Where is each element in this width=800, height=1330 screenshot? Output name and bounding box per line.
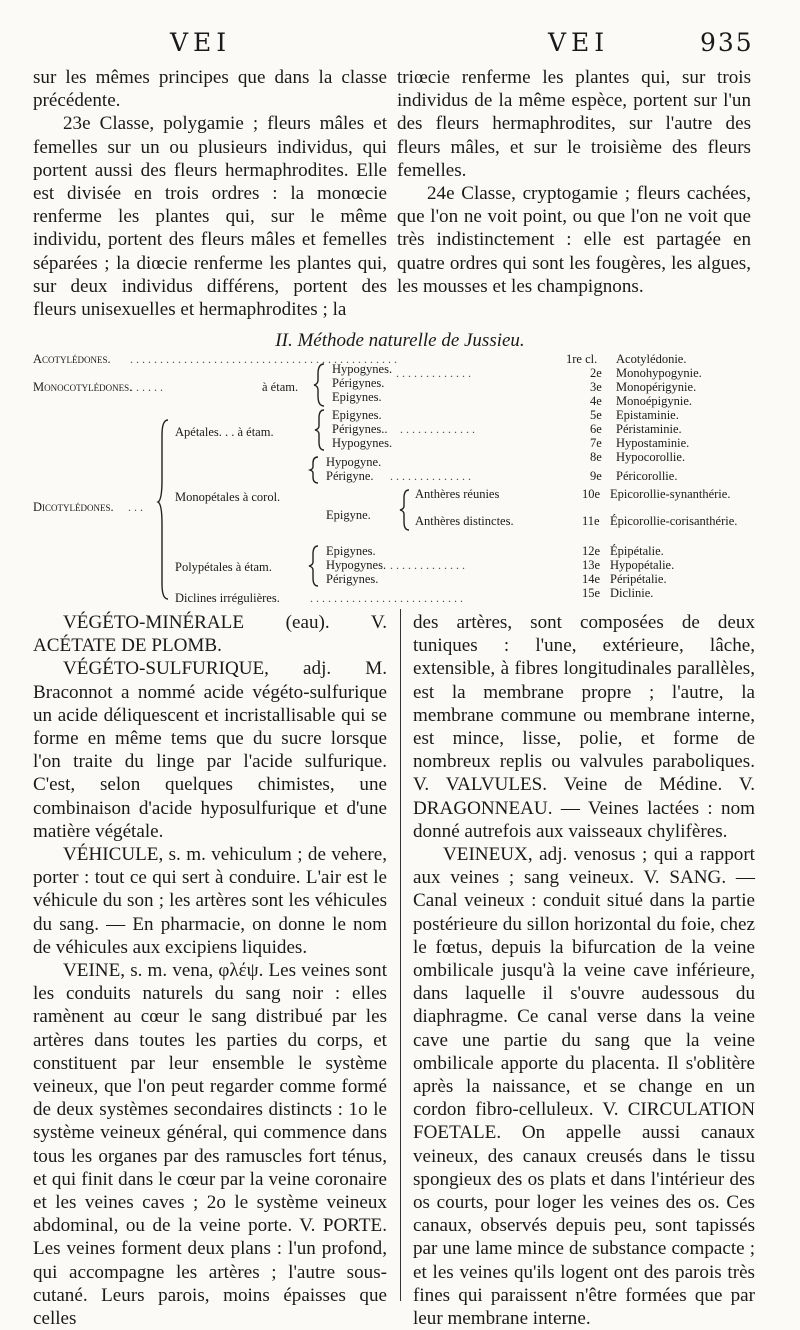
brace-lines [0, 350, 800, 610]
class-name: Monohypogynie. [616, 366, 702, 380]
insertion-label: Périgynes. [326, 572, 379, 586]
leader-dots: . . . . . . . . . . . . . . . . . . . . . . . . . . [310, 591, 463, 605]
entry-vegeto-sulfurique: VÉGÉTO-SULFURIQUE, adj. M. Braconnot a nommé acide végéto-sulfurique un acide déliquescent et incristallisable qui se forme en même tems que du sucre lorsque l'on traite du linge par l'acide sulfurique. C'est, selon quelques chimistes, une combinaison d'acide hyposulfurique et d'une matière végétale. [33, 658, 387, 842]
class-name: Monopérigynie. [616, 380, 697, 394]
insertion-label: Epigynes. [326, 544, 376, 558]
class-number: 3e [590, 380, 602, 394]
entry-veine: VEINE, s. m. vena, φλέψ. Les veines sont les conduits naturels du sang noir : elles ramènent au cœur le sang distribué par les artères dans toutes les parties du corps, et constituent par leur ensemble le système veineux, que l'on peut regarder comme formé de deux systèmes secondaires distincts : 1o le système veineux général, qui commence dans tous les organes par des ramuscles fort ténus, et qui finit dans le cœur par la veine coronaire et les veines caves ; 2o le système veineux abdominal, ou de la veine porte. V. PORTE. Les veines forment deux plans : l'un profond, qui accompagne les artères ; l'autre sous-cutané. Leurs parois, moins épaisses que celles [33, 960, 387, 1330]
group-label: Polypétales à étam. [175, 560, 272, 574]
insertion-label: Périgyne. [326, 469, 374, 483]
group-label: Apétales. . . à étam. [175, 425, 274, 439]
brace [310, 457, 318, 483]
leader-dots: . . . . . . . . . . . . . . [390, 469, 471, 483]
group-label: Dicotylédones. [33, 500, 114, 514]
insertion-label: Hypogynes. [326, 558, 387, 572]
group-label: Monocotylédones. [33, 380, 133, 394]
class-number: 12e [582, 544, 601, 558]
paragraph: 24e Classe, cryptogamie ; fleurs cachées, que l'on ne voit point, ou que l'on ne voit que très indistinctement : elle est partagée en quatre ordres qui sont les fougères, les algues, les mousses et les champignons. [397, 183, 751, 297]
insertion-label: Epigynes. [332, 390, 382, 404]
column-rule [400, 609, 401, 1301]
class-number: 15e [582, 586, 601, 600]
page-number: 935 [700, 28, 754, 57]
class-name: Epistaminie. [616, 408, 679, 422]
entry-veine-continued: des artères, sont composées de deux tuniques : l'une, extérieure, lâche, extensible, à fibres longitudinales parallèles, est la membrane propre ; l'autre, la membrane commune ou membrane interne, est mince, lisse, polie, et forme de nombreux replis ou valvules paraboliques. V. VALVULES. Veine de Médine. V. DRAGONNEAU. — Veines lactées : nom donné autrefois aux vaisseaux chylifères. [413, 612, 755, 842]
class-number: 1re cl. [566, 352, 598, 366]
class-number: 13e [582, 558, 601, 572]
section-caption: II. Méthode naturelle de Jussieu. [275, 330, 525, 351]
class-name: Diclinie. [610, 586, 654, 600]
anthers-label: Anthères distinctes. [415, 514, 514, 528]
running-head-left: VEI [170, 28, 232, 57]
class-number: 5e [590, 408, 602, 422]
class-name: Péripétalie. [610, 572, 667, 586]
right-column-top [397, 66, 751, 298]
brace [314, 364, 324, 406]
class-name: Péristaminie. [616, 422, 682, 436]
class-name: Epicorollie-synanthérie. [610, 487, 731, 501]
class-name: Hypopétalie. [610, 558, 675, 572]
insertion-label: Epigynes. [332, 408, 382, 422]
left-column-body [33, 611, 387, 1330]
group-label: Acotylédones. [33, 352, 111, 366]
brace [309, 546, 318, 586]
classification-table [0, 350, 800, 610]
leader-dots: . . . . . . . . . . . . . . . . . . . . . . . . . . . . . . . . . . . . . . . . . . . . . [130, 352, 397, 366]
leader-dots: . . . [128, 500, 143, 514]
class-name: Épicorollie-corisanthérie. [610, 514, 738, 528]
class-name: Hypostaminie. [616, 436, 690, 450]
leader-dots: . . . . . . [130, 380, 163, 394]
group-label: à étam. [262, 380, 299, 394]
insertion-label: Périgynes. [332, 376, 385, 390]
group-label: Monopétales à corol. [175, 490, 281, 504]
leader-dots: . . . . . . . . . . . . . [400, 422, 475, 436]
class-name: Monoépigynie. [616, 394, 693, 408]
class-number: 8e [590, 450, 602, 464]
entry-vehicule: VÉHICULE, s. m. vehiculum ; de vehere, porter : tout ce qui sert à conduire. L'air est le véhicule du son ; les artères sont les véhicules du sang. — En pharmacie, on donne le nom de véhicules aux excipiens liquides. [33, 844, 387, 958]
group-label: Diclines irrégulières. [175, 591, 280, 605]
class-name: Hypocorollie. [616, 450, 686, 464]
class-number: 9e [590, 469, 602, 483]
class-name: Acotylédonie. [616, 352, 687, 366]
class-name: Péricorollie. [616, 469, 678, 483]
insertion-label: Hypogynes. [332, 436, 393, 450]
running-head-right: VEI [548, 28, 610, 57]
paragraph: sur les mêmes principes que dans la classe précédente. [33, 67, 387, 112]
insertion-label: Epigyne. [326, 508, 371, 522]
insertion-label: Hypogyne. [326, 455, 382, 469]
insertion-label: Hypogynes. [332, 362, 393, 376]
class-number: 2e [590, 366, 602, 380]
right-column-body [413, 611, 755, 1330]
leader-dots: . . . . . . . . . . . . . [396, 366, 471, 380]
brace [315, 410, 324, 450]
left-column-top [33, 66, 387, 321]
paragraph: 23e Classe, polygamie ; fleurs mâles et femelles sur un ou plusieurs individus, qui portent aussi des fleurs hermaphrodites. Elle est divisée en trois ordres : la monœcie renferme les plantes qui, sur le même individu, portent des fleurs mâles et femelles séparées ; la diœcie renferme les plantes qui, sur deux individus différens, portent des fleurs unisexuelles et hermaphrodites ; la [33, 113, 387, 321]
class-number: 6e [590, 422, 602, 436]
leader-dots: . . . . . . . . . . . . . [390, 558, 465, 572]
insertion-label: Périgynes.. [332, 422, 388, 436]
entry-vegeto-minerale: VÉGÉTO-MINÉRALE (eau). V. ACÉTATE DE PLOMB. [33, 612, 387, 657]
class-number: 11e [582, 514, 600, 528]
class-number: 10e [582, 487, 601, 501]
anthers-label: Anthères réunies [415, 487, 500, 501]
class-number: 4e [590, 394, 602, 408]
entry-veineux: VEINEUX, adj. venosus ; qui a rapport aux veines ; sang veineux. V. SANG. — Canal veineux : conduit situé dans la partie postérieure du sillon horizontal du foie, chez le fœtus, depuis la bifurcation de la veine ombilicale jusqu'à la veine cave inférieure, dans laquelle il s'ouvre audessous du diaphragme. Ce canal verse dans la veine cave une partie du sang que la veine ombilicale apporte du placenta. Il s'oblitère après la naissance, et se change en un cordon fibro-celluleux. V. CIRCULATION FOETALE. On appelle aussi canaux veineux, des canaux creusés dans le tissu spongieux des os plats et dans l'intérieur des os courts, pour loger les veines des os. Ces canaux, observés depuis peu, sont tapissés par une lame mince de substance compacte ; et les veines qu'ils logent ont des parois très fines qui paraissent n'être formées que par leur membrane interne. [413, 844, 755, 1330]
class-number: 14e [582, 572, 601, 586]
class-name: Épipétalie. [610, 544, 664, 558]
brace [400, 490, 409, 530]
class-number: 7e [590, 436, 602, 450]
paragraph: triœcie renferme les plantes qui, sur trois individus de la même espèce, portent sur l'un des fleurs hermaphrodites, sur l'autre des fleurs mâles, et sur le troisième des fleurs femelles. [397, 67, 751, 181]
brace [158, 420, 168, 599]
